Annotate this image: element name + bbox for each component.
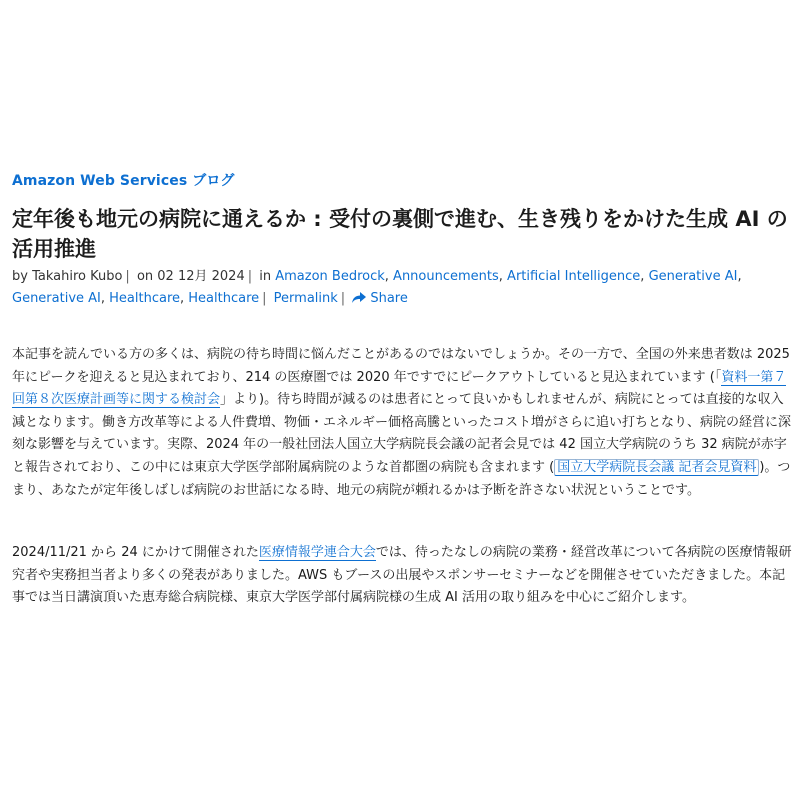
reference-link-press-materials[interactable]: 国立大学病院長会議 記者会見資料 <box>554 459 759 476</box>
blog-name-link[interactable]: Amazon Web Services ブログ <box>12 173 235 189</box>
category-link[interactable]: Announcements <box>393 269 499 284</box>
paragraph-text: では、待ったなしの病院の業務・経営改革について各病院の医療情報研究者や実務担当者より多くの発表がありました。AWS もブースの出展やスポンサーセミナーなどを開催させていただきました。本記事では当日講演頂いた恵寿総合病院様、東京大学医学部付属病院様の生成 AI 活用の取り組みを中心にご紹介します。 <box>12 545 792 606</box>
share-button[interactable] <box>352 291 408 306</box>
author-byline: by Takahiro Kubo <box>12 269 123 284</box>
meta-separator: | <box>262 291 267 306</box>
reference-link-conference[interactable]: 医療情報学連合大会 <box>258 545 376 560</box>
paragraph-text: 2024/11/21 から 24 にかけて開催された <box>12 545 259 560</box>
article-paragraph <box>12 344 792 502</box>
category-link[interactable]: Generative AI <box>12 291 101 306</box>
category-link[interactable]: Healthcare <box>109 291 181 306</box>
paragraph-text: 本記事を読んでいる方の多くは、病院の待ち時間に悩んだことがあるのではないでしょうか。その一方で、全国の外来患者数は 2025 年にピークを迎えると見込まれており、214 の医療圏では 2020 年ですでにピークアウトしていると見込まれています (「 <box>12 347 790 385</box>
paragraph-text: 」より)。待ち時間が減るのは患者にとって良いかもしれませんが、病院にとっては直接的な収入減となります。働き方改革等による人件費増、物価・エネルギー価格高騰といったコスト増がさらに追い打ちとなり、病院の経営に深刻な影響を与えています。実際、2024 年の一般社団法人国立大学病院長会議の記者会見では 42 国立大学病院のうち 32 病院が赤字と報告されており、この中には東京大学医学部附属病院のような首都圏の病院も含まれます ( <box>12 392 791 475</box>
category-link[interactable]: Generative AI <box>648 269 738 284</box>
reference-link-medical-plan[interactable]: 資料一第７回第８次医療計画等に関する検討会 <box>12 369 787 408</box>
meta-separator: | <box>340 291 346 306</box>
post-meta: by Takahiro Kubo | on 02 12月 2024 | in Amazon Bedrock, Announcements, Artificial Intelligence, Generative AI, Generative AI, Healthcare, Healthcare | Permalink | Share <box>12 266 788 312</box>
publish-date: on 02 12月 2024 <box>136 269 245 284</box>
post-title: 定年後も地元の病院に通えるか : 受付の裏側で進む、生き残りをかけた生成 AI の活用推進 <box>12 207 788 261</box>
meta-separator: | <box>125 269 130 284</box>
meta-separator: | <box>247 269 253 284</box>
category-link[interactable]: Amazon Bedrock <box>275 269 385 284</box>
categories-label: in <box>259 269 272 284</box>
category-link[interactable]: Artificial Intelligence <box>507 269 641 284</box>
paragraph-text: )。つまり、あなたが定年後しばしば病院のお世話になる時、地元の病院が頼れるかは予断を許さない状況ということです。 <box>12 459 791 498</box>
article-paragraph <box>12 542 792 610</box>
share-label: Share <box>370 291 408 306</box>
share-arrow-icon <box>352 290 366 312</box>
category-link[interactable]: Healthcare <box>188 291 260 306</box>
permalink-link[interactable]: Permalink <box>273 291 338 306</box>
